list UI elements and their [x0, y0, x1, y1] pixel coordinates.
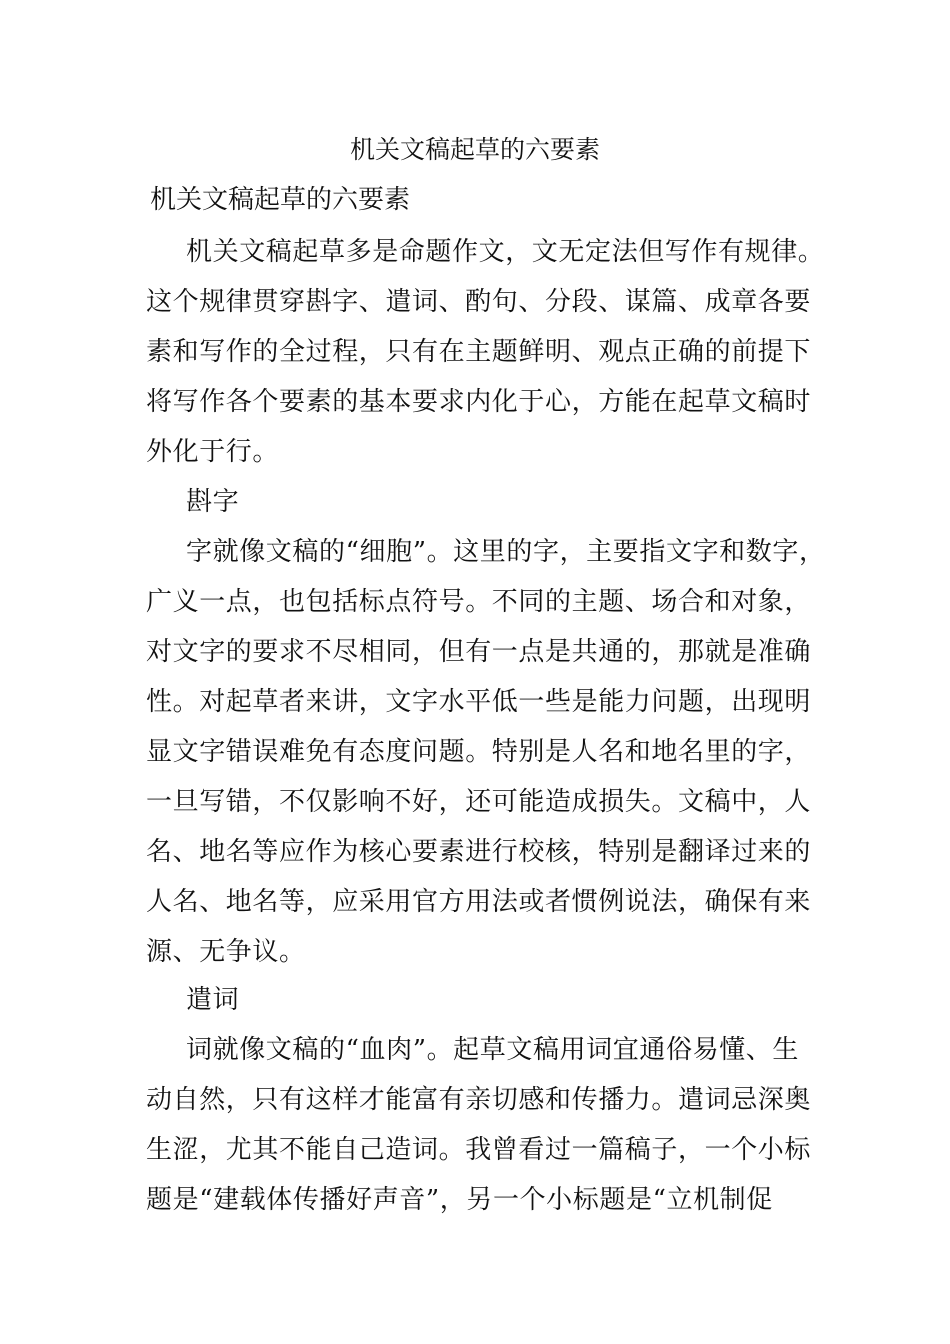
paragraph-line: 生涩，尤其不能自己造词。我曾看过一篇稿子，一个小标 — [146, 1135, 812, 1165]
section-heading: 斟字 — [186, 487, 240, 517]
paragraph-line: 对文字的要求不尽相同，但有一点是共通的，那就是准确 — [146, 637, 812, 667]
document-subtitle: 机关文稿起草的六要素 — [150, 185, 411, 215]
paragraph-line: 机关文稿起草多是命题作文，文无定法但写作有规律。 — [186, 237, 825, 267]
paragraph-line: 词就像文稿的“血肉”。起草文稿用词宜通俗易懂、生 — [186, 1035, 799, 1065]
document-title: 机关文稿起草的六要素 — [349, 135, 600, 164]
paragraph-line: 显文字错误难免有态度问题。特别是人名和地名里的字， — [146, 737, 812, 767]
paragraph-line: 外化于行。 — [146, 437, 280, 467]
paragraph-line: 一旦写错，不仅影响不好，还可能造成损失。文稿中，人 — [146, 787, 812, 817]
paragraph-line: 将写作各个要素的基本要求内化于心，方能在起草文稿时 — [146, 387, 812, 417]
paragraph-line: 题是“建载体传播好声音”，另一个小标题是“立机制促 — [146, 1185, 773, 1215]
paragraph-line: 动自然，只有这样才能富有亲切感和传播力。遣词忌深奥 — [146, 1085, 812, 1115]
section-heading: 遣词 — [186, 985, 240, 1015]
paragraph-line: 性。对起草者来讲，文字水平低一些是能力问题，出现明 — [146, 687, 812, 717]
paragraph-line: 名、地名等应作为核心要素进行校核，特别是翻译过来的 — [146, 837, 812, 867]
paragraph-line: 广义一点，也包括标点符号。不同的主题、场合和对象， — [146, 587, 812, 617]
paragraph-line: 人名、地名等，应采用官方用法或者惯例说法，确保有来 — [146, 887, 812, 917]
paragraph-line: 素和写作的全过程，只有在主题鲜明、观点正确的前提下 — [146, 337, 812, 367]
paragraph-line: 字就像文稿的“细胞”。这里的字，主要指文字和数字， — [186, 537, 826, 567]
paragraph-line: 源、无争议。 — [146, 937, 306, 967]
paragraph-line: 这个规律贯穿斟字、遣词、酌句、分段、谋篇、成章各要 — [146, 287, 812, 317]
